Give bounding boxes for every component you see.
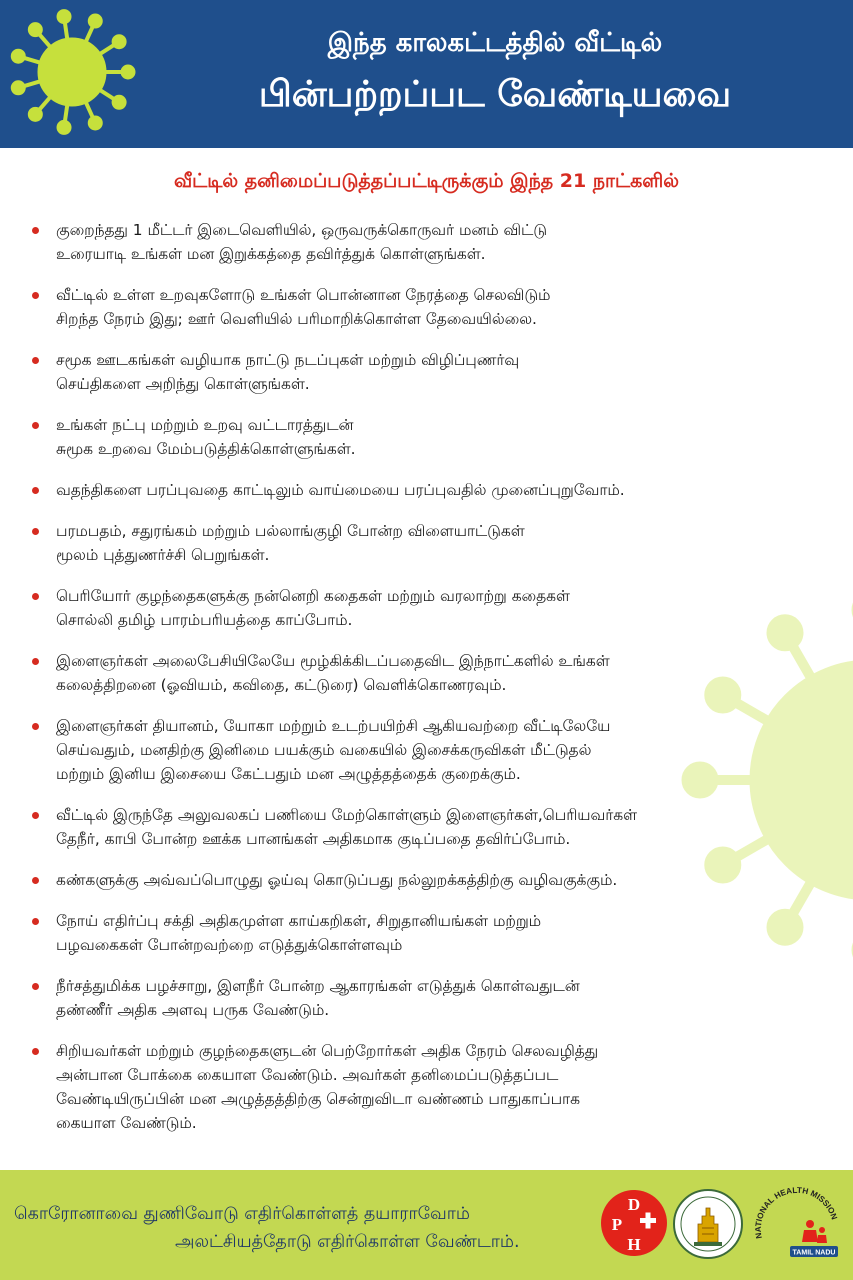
tip-item (30, 649, 820, 697)
tip-item (30, 868, 820, 892)
tip-item (30, 478, 820, 502)
header-banner (0, 0, 853, 148)
nhm-logo-text: NATIONAL HEALTH MISSION (753, 1185, 839, 1240)
tip-line: தண்ணீர் அதிக அளவு பருக வேண்டும். (56, 1001, 330, 1019)
tip-item (30, 803, 820, 851)
dph-logo-letter-h: H (627, 1235, 641, 1254)
section-subtitle: வீட்டில் தனிமைப்படுத்தப்பட்டிருக்கும் இந்த 21 நாட்களில் (173, 170, 680, 192)
tip-item (30, 283, 820, 331)
tip-line: செய்வதும், மனதிற்கு இனிமை பயக்கும் வகையில் இசைக்கருவிகள் மீட்டுதல் (56, 741, 592, 759)
bullet-dot (32, 292, 39, 299)
tip-item (30, 218, 820, 266)
nhm-logo-region: TAMIL NADU (792, 1249, 836, 1257)
tip-line: வீட்டில் உள்ள உறவுகளோடு உங்கள் பொன்னான நேரத்தை செலவிடும் (56, 286, 551, 304)
tip-item (30, 974, 820, 1022)
footer-slogan-line1: கொரோனாவை துணிவோடு எதிர்கொள்ளத் தயாராவோம் (14, 1204, 471, 1224)
bullet-dot (32, 422, 39, 429)
tamil-nadu-emblem (672, 1188, 744, 1260)
tips-list (30, 218, 820, 1152)
tip-line: இளைஞர்கள் தியானம், யோகா மற்றும் உடற்பயிற்சி ஆகியவற்றை வீட்டிலேயே (56, 717, 611, 735)
footer-banner (0, 1170, 853, 1280)
tip-line: உரையாடி உங்கள் மன இறுக்கத்தை தவிர்த்துக் கொள்ளுங்கள். (56, 245, 486, 263)
tip-line: நோய் எதிர்ப்பு சக்தி அதிகமுள்ள காய்கறிகள், சிறுதானியங்கள் மற்றும் (56, 912, 542, 930)
tip-line: நீர்சத்துமிக்க பழச்சாறு, இளநீர் போன்ற ஆகாரங்கள் எடுத்துக் கொள்வதுடன் (56, 977, 580, 995)
dph-logo-letter-d: D (627, 1195, 641, 1214)
tip-line: சிறந்த நேரம் இது; ஊர் வெளியில் பரிமாறிக்கொள்ள தேவையில்லை. (56, 310, 537, 328)
tip-line: வேண்டியிருப்பின் மன அழுத்தத்திற்கு சென்றுவிடா வண்ணம் பாதுகாப்பாக (56, 1090, 580, 1108)
dph-logo-letter-p: P (611, 1215, 623, 1234)
bullet-dot (32, 1048, 39, 1055)
tip-line: வதந்திகளை பரப்புவதை காட்டிலும் வாய்மையை பரப்புவதில் முனைப்புறுவோம். (56, 481, 625, 499)
svg-text:NATIONAL HEALTH MISSION (754, 1186, 839, 1239)
tip-item (30, 909, 820, 957)
tip-line: சொல்லி தமிழ் பாரம்பரியத்தை காப்போம். (56, 611, 353, 629)
bullet-dot (32, 983, 39, 990)
national-health-mission-logo (752, 1180, 844, 1272)
tip-line: தேநீர், காபி போன்ற ஊக்க பானங்கள் அதிகமாக குடிப்பதை தவிர்ப்போம். (56, 830, 571, 848)
bullet-dot (32, 357, 39, 364)
tip-line: குறைந்தது 1 மீட்டர் இடைவெளியில், ஒருவருக்கொருவர் மனம் விட்டு (56, 221, 548, 239)
bullet-dot (32, 658, 39, 665)
tip-line: கையாள வேண்டும். (56, 1114, 197, 1132)
tip-item (30, 584, 820, 632)
tip-line: அன்பான போக்கை கையாள வேண்டும். அவர்கள் தனிமைப்படுத்தப்பட (56, 1066, 559, 1084)
tip-item (30, 1039, 820, 1135)
tip-line: மூலம் புத்துணர்ச்சி பெறுங்கள். (56, 546, 270, 564)
tip-line: மற்றும் இனிய இசையை கேட்பதும் மன அழுத்தத்தைக் குறைக்கும். (56, 765, 521, 783)
bullet-dot (32, 877, 39, 884)
bullet-dot (32, 528, 39, 535)
tip-item (30, 714, 820, 786)
bullet-dot (32, 918, 39, 925)
footer-slogan-line2: அலட்சியத்தோடு எதிர்கொள்ள வேண்டாம். (175, 1232, 520, 1252)
virus-icon (0, 0, 150, 148)
tip-item (30, 519, 820, 567)
tip-line: உங்கள் நட்பு மற்றும் உறவு வட்டாரத்துடன் (56, 416, 354, 434)
tip-item (30, 413, 820, 461)
tip-line: கண்களுக்கு அவ்வப்பொழுது ஓய்வு கொடுப்பது நல்லுறக்கத்திற்கு வழிவகுக்கும். (56, 871, 618, 889)
tip-line: பழவகைகள் போன்றவற்றை எடுத்துக்கொள்ளவும் (56, 936, 403, 954)
tip-line: சமூக ஊடகங்கள் வழியாக நாட்டு நடப்புகள் மற்றும் விழிப்புணர்வு (56, 351, 520, 369)
tip-line: இளைஞர்கள் அலைபேசியிலேயே மூழ்கிக்கிடப்பதைவிட இந்நாட்களில் உங்கள் (56, 652, 610, 670)
bullet-dot (32, 227, 39, 234)
tip-line: செய்திகளை அறிந்து கொள்ளுங்கள். (56, 375, 310, 393)
header-title-line2: பின்பற்றப்பட வேண்டியவை (258, 74, 732, 115)
bullet-dot (32, 487, 39, 494)
bullet-dot (32, 812, 39, 819)
tip-line: வீட்டில் இருந்தே அலுவலகப் பணியை மேற்கொள்ளும் இளைஞர்கள்,பெரியவர்கள் (56, 806, 637, 824)
header-title-line1: இந்த காலகட்டத்தில் வீட்டில் (327, 28, 663, 58)
bullet-dot (32, 723, 39, 730)
tip-line: கலைத்திறனை (ஓவியம், கவிதை, கட்டுரை) வெளிக்கொணரவும். (56, 676, 507, 694)
tip-line: சிறியவர்கள் மற்றும் குழந்தைகளுடன் பெற்றோர்கள் அதிக நேரம் செலவழித்து (56, 1042, 599, 1060)
tip-line: பெரியோர் குழந்தைகளுக்கு நன்னெறி கதைகள் மற்றும் வரலாற்று கதைகள் (56, 587, 570, 605)
tip-line: பரமபதம், சதுரங்கம் மற்றும் பல்லாங்குழி போன்ற விளையாட்டுகள் (56, 522, 525, 540)
tip-item (30, 348, 820, 396)
bullet-dot (32, 593, 39, 600)
dph-logo (600, 1188, 668, 1258)
tip-line: சுமூக உறவை மேம்படுத்திக்கொள்ளுங்கள். (56, 440, 356, 458)
